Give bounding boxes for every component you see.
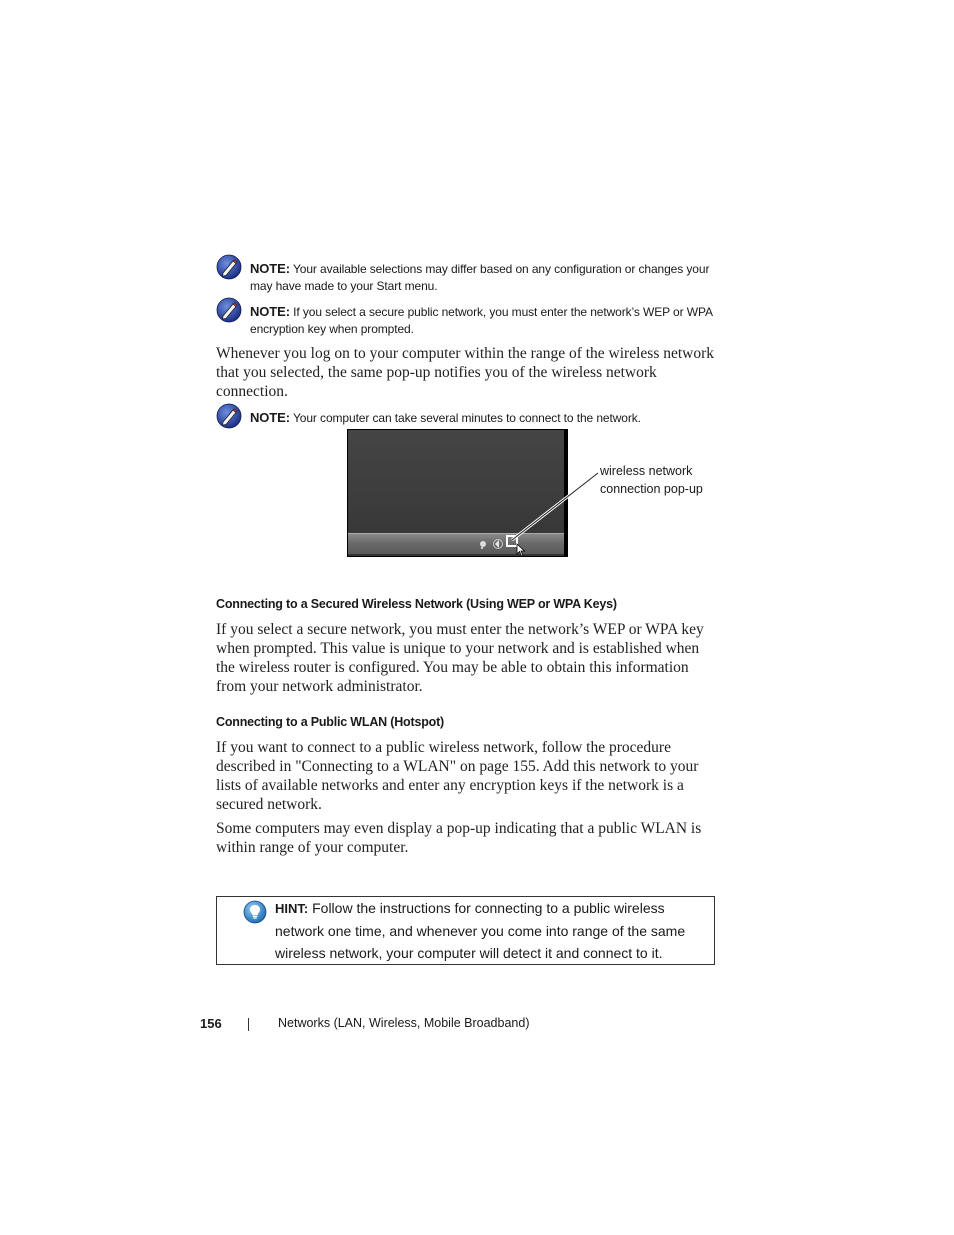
note-label: NOTE: [250, 410, 290, 425]
note-text [250, 303, 716, 338]
note-body: If you select a secure public network, you must enter the network’s WEP or WPA encryption key when prompted. [250, 305, 713, 336]
paragraph-public-1: If you want to connect to a public wireless network, follow the procedure described in "Connecting to a WLAN" on page 155. Add this network to your lists of available networks and enter any encryption keys if the network is a secured network. [216, 739, 699, 813]
page-footer [0, 1016, 954, 1036]
note-label: NOTE: [250, 304, 290, 319]
hint-body: Follow the instructions for connecting to a public wireless network one time, and whenever you come into range of the same wireless network, your computer will detect it and connect to it. [275, 900, 686, 961]
note-text [250, 409, 716, 427]
running-title: Networks (LAN, Wireless, Mobile Broadband) [278, 1016, 530, 1030]
heading-public-wlan: Connecting to a Public WLAN (Hotspot) [216, 715, 444, 729]
callout-leader-lines [500, 470, 600, 550]
callout-line-1: wireless network [600, 464, 693, 478]
note-pencil-icon [216, 254, 242, 280]
note-text [250, 260, 716, 295]
hint-lightbulb-icon [243, 900, 267, 924]
note-pencil-icon [216, 403, 242, 429]
footer-separator [248, 1018, 249, 1031]
note-body: Your computer can take several minutes to connect to the network. [289, 411, 641, 425]
paragraph-logon: Whenever you log on to your computer within the range of the wireless network that you selected, the same pop-up notifies you of the wireless network connection. [216, 345, 715, 400]
note-1 [216, 260, 716, 296]
paragraph-secured: If you select a secure network, you must enter the network’s WEP or WPA key when prompted. This value is unique to your network and is established when the wireless router is configured. You may be able to obtain this information from your network administrator. [216, 621, 704, 695]
hint-box [216, 896, 715, 965]
hint-text [275, 897, 705, 964]
note-label: NOTE: [250, 261, 290, 276]
note-3 [216, 409, 716, 429]
callout-line-2: connection pop-up [600, 482, 703, 496]
note-body: Your available selections may differ based on any configuration or changes your may have made to your Start menu. [250, 262, 710, 293]
heading-secured-network: Connecting to a Secured Wireless Network (Using WEP or WPA Keys) [216, 597, 617, 611]
note-pencil-icon [216, 297, 242, 323]
paragraph-public-2: Some computers may even display a pop-up indicating that a public WLAN is within range of your computer. [216, 820, 702, 856]
page-number: 156 [200, 1016, 222, 1031]
figure-callout [600, 462, 740, 498]
hint-label: HINT: [275, 901, 309, 916]
note-2 [216, 303, 716, 339]
